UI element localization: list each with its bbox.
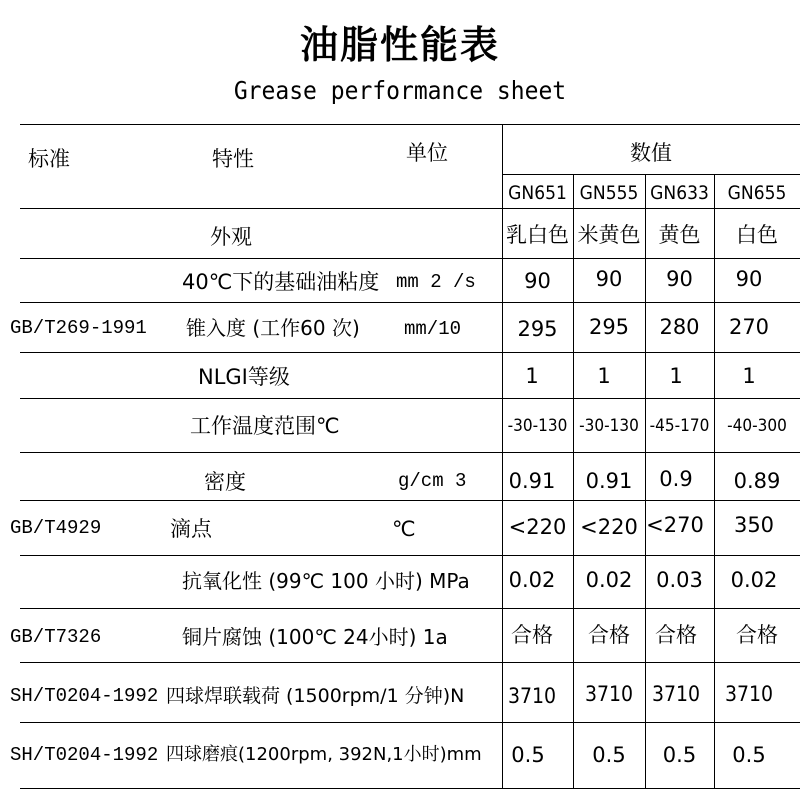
standard-label: SH/T0204-1992	[10, 744, 159, 766]
divider	[20, 722, 800, 723]
value-cell: 295	[588, 315, 630, 339]
page-subtitle: Grease performance sheet	[233, 76, 567, 105]
value-cell: 0.91	[585, 469, 633, 493]
header-property: 特性	[212, 147, 254, 171]
property-label: 滴点	[170, 517, 212, 541]
value-cell: -40-300	[727, 416, 787, 436]
value-cell: 1	[597, 364, 611, 388]
value-cell: 0.5	[662, 743, 697, 767]
value-cell: 乳白色	[506, 223, 569, 247]
product-name: GN633	[650, 182, 709, 204]
standard-label: GB/T7326	[10, 626, 102, 648]
unit-label: ℃	[392, 517, 416, 541]
divider	[20, 662, 800, 663]
value-cell: 280	[659, 315, 700, 339]
divider	[20, 302, 800, 303]
value-cell: 0.5	[732, 743, 766, 767]
value-cell: <220	[580, 515, 638, 539]
value-cell: 1	[669, 364, 683, 388]
standard-label: GB/T4929	[10, 517, 102, 539]
header-values: 数值	[630, 141, 672, 165]
value-cell: 3710	[584, 682, 634, 706]
value-cell: -30-130	[579, 416, 639, 436]
property-label: 四球磨痕(1200rpm, 392N,1小时)mm	[166, 744, 482, 765]
unit-label: mm/10	[404, 318, 462, 340]
divider	[20, 124, 800, 125]
divider	[20, 398, 800, 399]
value-cell: 黄色	[658, 223, 701, 247]
value-cell: 0.03	[656, 568, 703, 592]
property-label: NLGI等级	[198, 365, 290, 389]
value-cell: 3710	[724, 682, 774, 706]
value-cell: 90	[666, 267, 693, 291]
divider	[20, 555, 800, 556]
property-label: 工作温度范围℃	[190, 414, 340, 438]
product-name: GN655	[727, 182, 787, 204]
value-cell: 90	[524, 269, 551, 293]
divider	[20, 258, 800, 259]
value-cell: <270	[646, 513, 704, 537]
value-cell: -30-130	[507, 416, 568, 436]
divider	[20, 608, 800, 609]
value-cell: 350	[733, 513, 775, 537]
value-cell: 3710	[651, 682, 701, 706]
property-label: 铜片腐蚀 (100℃ 24小时) 1a	[182, 625, 448, 649]
value-cell: 白色	[736, 223, 778, 247]
property-label: 锥入度 (工作60 次)	[186, 316, 360, 340]
value-cell: 3710	[507, 684, 557, 708]
value-cell: 合格	[588, 623, 630, 647]
product-name: GN651	[508, 182, 567, 204]
page-title: 油脂性能表	[299, 23, 500, 67]
value-cell: 合格	[736, 623, 778, 647]
value-cell: 0.89	[733, 469, 781, 493]
value-cell: 0.5	[511, 743, 545, 767]
value-cell: 0.9	[659, 467, 693, 491]
property-label: 40℃下的基础油粘度	[182, 270, 380, 294]
value-cell: 0.5	[592, 743, 626, 767]
property-label: 外观	[210, 225, 252, 249]
standard-label: GB/T269-1991	[10, 317, 147, 339]
value-cell: 1	[742, 364, 756, 388]
unit-label: mm 2 /s	[396, 271, 476, 293]
divider	[20, 500, 800, 501]
value-cell: 0.02	[585, 568, 633, 592]
unit-label: g/cm 3	[398, 470, 467, 492]
value-cell: 0.91	[508, 469, 556, 493]
divider	[20, 352, 800, 353]
value-cell: 米黄色	[577, 223, 641, 247]
header-standard: 标准	[28, 147, 70, 171]
header-unit: 单位	[406, 141, 448, 165]
value-cell: <220	[508, 515, 567, 539]
divider	[20, 452, 800, 453]
value-cell: 0.02	[508, 568, 556, 592]
property-label: 四球焊联载荷 (1500rpm/1 分钟)N	[166, 685, 465, 707]
value-cell: 0.02	[730, 568, 778, 592]
property-label: 抗氧化性 (99℃ 100 小时) MPa	[182, 569, 470, 593]
standard-label: SH/T0204-1992	[10, 685, 159, 707]
value-cell: 270	[728, 315, 770, 339]
value-cell: 90	[595, 267, 623, 291]
value-cell: 1	[525, 364, 539, 388]
value-cell: 90	[735, 267, 763, 291]
value-cell: 295	[517, 317, 558, 341]
divider	[502, 174, 800, 175]
value-cell: 合格	[511, 623, 553, 647]
value-cell: 合格	[655, 623, 697, 647]
divider	[20, 208, 800, 209]
value-cell: -45-170	[649, 416, 710, 436]
divider	[20, 788, 800, 789]
product-name: GN555	[579, 182, 639, 204]
property-label: 密度	[204, 470, 246, 494]
